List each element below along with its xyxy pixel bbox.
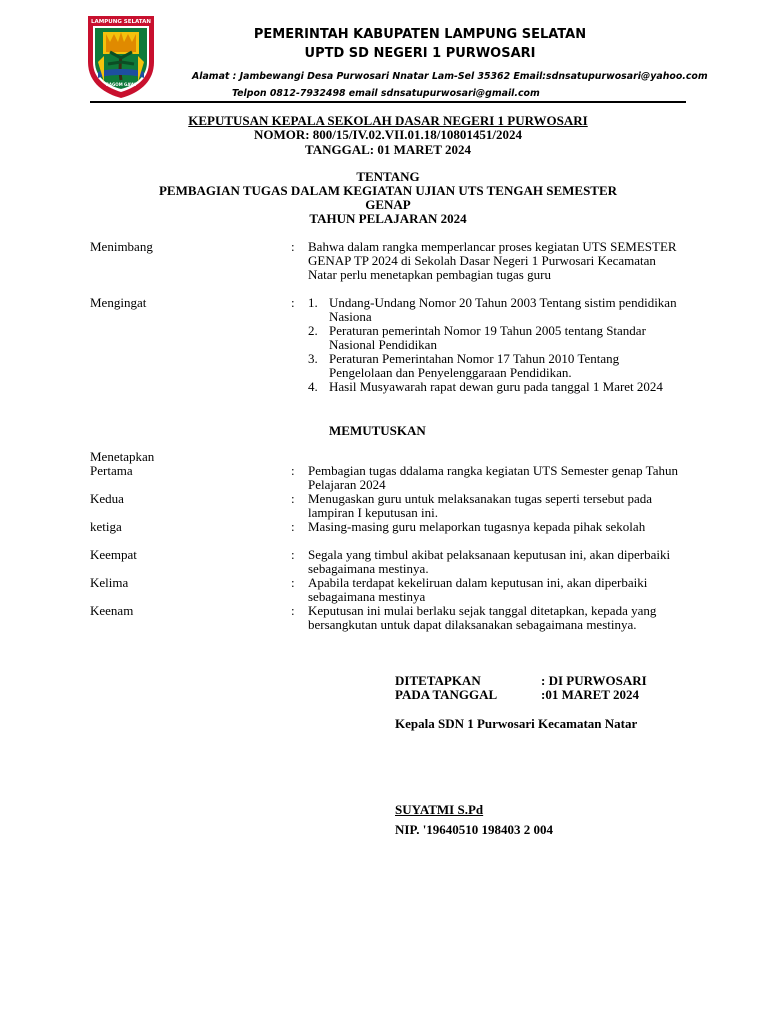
decision-text: Keputusan ini mulai berlaku sejak tanggal ditetapkan, kepada yang bersangkutan untuk dapat dilaksanakan sebagaimana mestinya. bbox=[308, 603, 657, 632]
menetapkan-label: Menetapkan bbox=[90, 449, 155, 464]
menimbang-colon: : bbox=[291, 239, 295, 254]
svg-text:RAGOM GAWI: RAGOM GAWI bbox=[105, 82, 137, 87]
decision-label: Kelima bbox=[90, 575, 129, 590]
signature-date-value: :01 MARET 2024 bbox=[541, 687, 639, 702]
letterhead-line1: PEMERINTAH KABUPATEN LAMPUNG SELATAN bbox=[253, 27, 587, 42]
signature-nip: NIP. '19640510 198403 2 004 bbox=[395, 822, 554, 837]
decree-subject-line3: TAHUN PELAJARAN 2024 bbox=[309, 211, 467, 226]
signature-name: SUYATMI S.Pd bbox=[395, 802, 484, 817]
mengingat-item-number: 3. bbox=[308, 351, 318, 366]
decision-colon: : bbox=[291, 463, 295, 478]
decision-colon: : bbox=[291, 491, 295, 506]
decision-label: Keenam bbox=[90, 603, 134, 618]
decree-about: TENTANG bbox=[356, 169, 420, 184]
mengingat-item-text: Undang-Undang Nomor 20 Tahun 2003 Tentang sistim pendidikan Nasiona bbox=[329, 295, 677, 324]
letterhead-line2: UPTD SD NEGERI 1 PURWOSARI bbox=[304, 46, 536, 61]
mengingat-item-number: 2. bbox=[308, 323, 318, 338]
decree-number: NOMOR: 800/15/IV.02.VII.01.18/10801451/2024 bbox=[253, 127, 523, 142]
letterhead-address: Alamat : Jambewangi Desa Purwosari Nnatar Lam-Sel 35362 Email:sdnsatupurwosari@yahoo.com bbox=[192, 71, 708, 82]
regency-logo bbox=[84, 12, 158, 100]
memutuskan-heading: MEMUTUSKAN bbox=[329, 423, 426, 438]
decree-subject-line1: PEMBAGIAN TUGAS DALAM KEGIATAN UJIAN UTS TENGAH SEMESTER bbox=[158, 183, 618, 198]
decision-colon: : bbox=[291, 519, 295, 534]
decree-date: TANGGAL: 01 MARET 2024 bbox=[305, 142, 471, 157]
mengingat-item-number: 1. bbox=[308, 295, 318, 310]
mengingat-item-number: 4. bbox=[308, 379, 318, 394]
menimbang-text: Bahwa dalam rangka memperlancar proses kegiatan UTS SEMESTER GENAP TP 2024 di Sekolah Dasar Negeri 1 Purwosari Kecamatan Natar perlu menetapkan pembagian tugas guru bbox=[308, 239, 677, 282]
decision-colon: : bbox=[291, 547, 295, 562]
letterhead-phone: Telpon 0812-7932498 email sdnsatupurwosari@gmail.com bbox=[232, 88, 540, 99]
decision-text: Pembagian tugas ddalama rangka kegiatan UTS Semester genap Tahun Pelajaran 2024 bbox=[308, 463, 678, 492]
decree-title: KEPUTUSAN KEPALA SEKOLAH DASAR NEGERI 1 PURWOSARI bbox=[188, 113, 588, 128]
menimbang-label: Menimbang bbox=[90, 239, 153, 254]
mengingat-item-text: Peraturan Pemerintahan Nomor 17 Tahun 2010 Tentang Pengelolaan dan Penyelenggaraan Pendidikan. bbox=[329, 351, 620, 380]
mengingat-label: Mengingat bbox=[90, 295, 147, 310]
mengingat-item-text: Hasil Musyawarah rapat dewan guru pada tanggal 1 Maret 2024 bbox=[329, 379, 663, 394]
signature-position: Kepala SDN 1 Purwosari Kecamatan Natar bbox=[395, 716, 638, 731]
decision-text: Menugaskan guru untuk melaksanakan tugas seperti tersebut pada lampiran I keputusan ini. bbox=[308, 491, 653, 520]
signature-place-value: : DI PURWOSARI bbox=[541, 673, 647, 688]
decision-label: Kedua bbox=[90, 491, 124, 506]
decision-colon: : bbox=[291, 575, 295, 590]
signature-date-label: PADA TANGGAL bbox=[395, 687, 498, 702]
signature-place-label: DITETAPKAN bbox=[395, 673, 481, 688]
decision-label: Keempat bbox=[90, 547, 137, 562]
decision-label: ketiga bbox=[90, 519, 122, 534]
letterhead-divider bbox=[90, 101, 686, 103]
decision-colon: : bbox=[291, 603, 295, 618]
mengingat-item-text: Peraturan pemerintah Nomor 19 Tahun 2005 tentang Standar Nasional Pendidikan bbox=[329, 323, 646, 352]
decision-label: Pertama bbox=[90, 463, 133, 478]
decree-subject-line2: GENAP bbox=[365, 197, 411, 212]
svg-text:LAMPUNG SELATAN: LAMPUNG SELATAN bbox=[90, 19, 152, 25]
decision-text: Masing-masing guru melaporkan tugasnya kepada pihak sekolah bbox=[308, 519, 646, 534]
decision-text: Apabila terdapat kekeliruan dalam keputusan ini, akan diperbaiki sebagaimana mestinya bbox=[308, 575, 648, 604]
decision-text: Segala yang timbul akibat pelaksanaan keputusan ini, akan diperbaiki sebagaimana mestinya. bbox=[308, 547, 671, 576]
mengingat-colon: : bbox=[291, 295, 295, 310]
